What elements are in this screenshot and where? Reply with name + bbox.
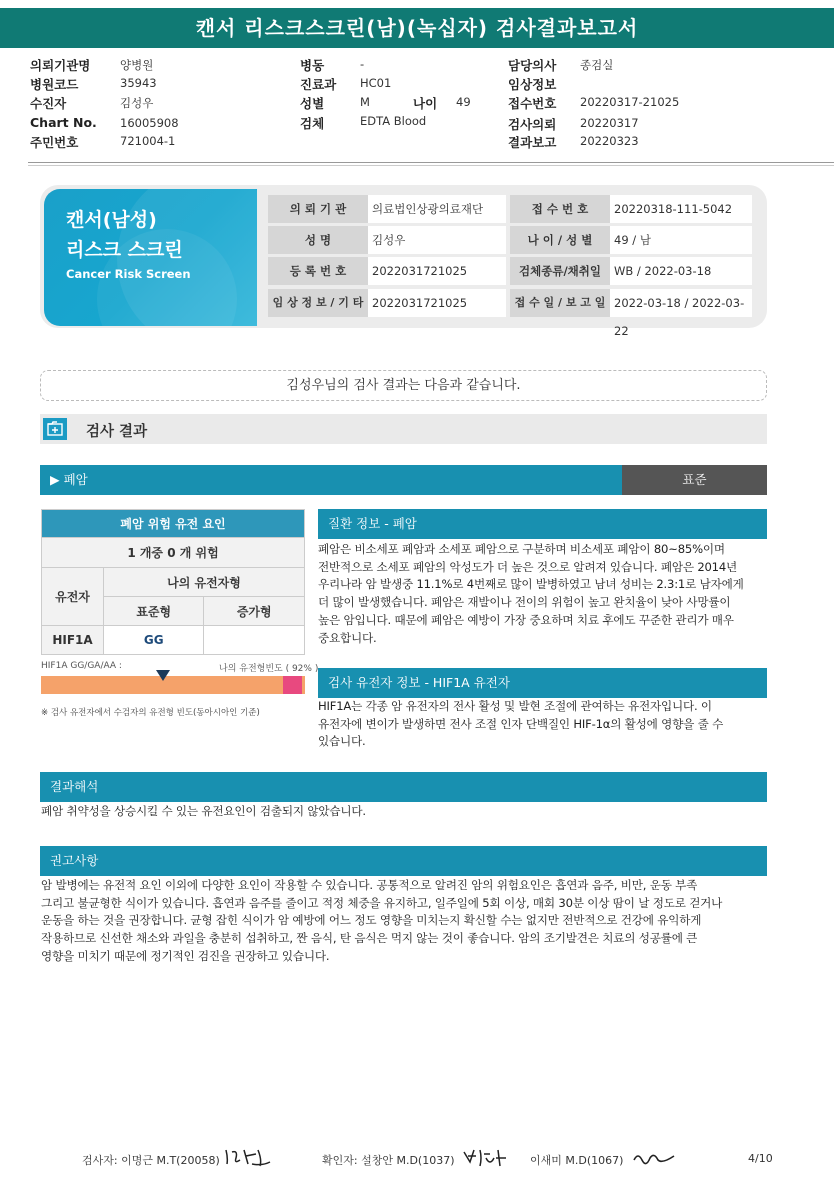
my-genotype-marker	[156, 670, 170, 681]
info-label: 임 상 정 보 / 기 타	[268, 289, 368, 317]
header-label: 주민번호	[30, 135, 79, 150]
risk-status-badge: 표준	[622, 465, 767, 495]
header-value: 종검실	[580, 58, 614, 72]
info-label: 등 록 번 호	[268, 257, 368, 285]
gene-info-title: 검사 유전자 정보 - HIF1A 유전자	[318, 668, 767, 698]
recommendation-text	[41, 877, 767, 966]
header-value: 721004-1	[120, 134, 176, 148]
greeting-message: 김성우님의 검사 결과는 다음과 같습니다.	[40, 370, 767, 401]
column-header: 증가형	[204, 597, 305, 626]
gene-info-text	[318, 698, 770, 751]
header-value: HC01	[360, 76, 392, 90]
info-label: 접 수 번 호	[510, 195, 610, 223]
info-label: 성 명	[268, 226, 368, 254]
text-line: HIF1A는 각종 암 유전자의 전사 활성 및 발현 조절에 관여하는 유전자입니다. 이	[318, 699, 712, 713]
header-label: 검사의뢰	[508, 117, 557, 132]
section-title: 검사 결과	[86, 424, 148, 440]
test-name-line2: 리스크 스크린	[66, 239, 183, 261]
text-line: 영향을 미치기 때문에 정기적인 검진을 권장하고 있습니다.	[41, 948, 330, 963]
confirmer-name: 확인자: 설창안 M.D(1037)	[322, 1154, 455, 1167]
test-name-en: Cancer Risk Screen	[66, 267, 191, 281]
header-value: M	[360, 95, 370, 109]
confirmer-signature	[460, 1144, 510, 1170]
header-value: 양병원	[120, 58, 154, 72]
info-value: 2022031721025	[368, 289, 506, 317]
text-line: 유전자에 변이가 발생하면 전사 조절 인자 단백질인 HIF-1α의 활성에 영향을 줄 수	[318, 716, 724, 731]
cancer-type-bar: ▶ 폐암	[40, 465, 622, 495]
header-value: 20220317	[580, 116, 639, 130]
frequency-bar	[41, 676, 305, 694]
section-header	[40, 414, 767, 444]
test-name-panel	[44, 189, 257, 326]
column-header: 유전자	[42, 568, 104, 626]
text-line: 중요합니다.	[318, 630, 377, 645]
text-line: 우리나라 암 발생중 11.1%로 4번째로 많이 발병하였고 남녀 성비는 2.3:1로 남자에게	[318, 577, 744, 592]
recommendation-title: 권고사항	[40, 846, 767, 876]
text-line: 운동을 하는 것을 권장합니다. 균형 잡힌 식이가 암 예방에 어느 정도 영향을 미치는지 확신할 수는 없지만 전반적으로 건강에 유익하게	[41, 913, 702, 928]
header-label: Chart No.	[30, 115, 97, 130]
header-value: 35943	[120, 76, 157, 90]
text-line: 폐암은 비소세포 폐암과 소세포 폐암으로 구분하며 비소세포 폐암이 80~85%이며	[318, 542, 725, 556]
header-value: 20220323	[580, 134, 639, 148]
info-value: 의료법인상광의료재단	[368, 195, 506, 223]
text-line: 있습니다.	[318, 734, 366, 749]
text-line: 높은 암입니다. 때문에 폐암은 예방이 가장 중요하며 치료 후에도 꾸준한 관리가 매우	[318, 612, 734, 627]
header-label: 접수번호	[508, 96, 557, 111]
header-label: 수진자	[30, 96, 67, 111]
test-name-line1: 캔서(남성)	[66, 209, 157, 231]
test-name-ko	[66, 205, 183, 265]
header-label: 의뢰기관명	[30, 58, 91, 73]
text-line: 암 발병에는 유전적 요인 이외에 다양한 요인이 작용할 수 있습니다. 공통적으로 알려진 암의 위험요인은 흡연과 음주, 비만, 운동 부족	[41, 878, 698, 892]
header-label: 담당의사	[508, 58, 557, 73]
info-value: 김성우	[368, 226, 506, 254]
header-label: 임상정보	[508, 77, 557, 92]
header-label: 성별	[300, 96, 325, 111]
disease-info-text	[318, 541, 770, 647]
confirmer2-signature	[632, 1144, 676, 1170]
header-divider	[28, 165, 834, 166]
interpretation-title: 결과해석	[40, 772, 767, 802]
risk-summary: 1 개중 0 개 위험	[42, 538, 305, 568]
info-value: 49 / 남	[610, 226, 752, 254]
text-line: 작용하므로 신선한 채소와 과일을 충분히 섭취하고, 짠 음식, 탄 음식은 먹지 않는 것이 좋습니다. 암의 조기발견은 치료의 성공률에 큰	[41, 931, 698, 946]
header-label: 나이	[413, 96, 438, 111]
info-value: 20220318-111-5042	[610, 195, 752, 223]
info-label: 의 뢰 기 관	[268, 195, 368, 223]
table-header: 폐암 위험 유전 요인	[42, 510, 305, 538]
my-frequency-label: 나의 유전형빈도 ( 92% )	[219, 664, 319, 674]
text-line: 그리고 불균형한 식이가 있습니다. 흡연과 음주를 줄이고 적정 체중을 유지하고, 일주일에 5회 이상, 매회 30분 이상 땀이 날 정도로 걷거나	[41, 895, 723, 910]
tester-name: 검사자: 이명근 M.T(20058)	[82, 1154, 220, 1167]
genotype-increased	[204, 626, 305, 655]
header-value: 김성우	[120, 96, 154, 110]
header-divider	[28, 162, 834, 163]
column-header: 나의 유전자형	[104, 568, 305, 597]
header-value: 20220317-21025	[580, 95, 680, 109]
text-line: 더 많이 발생했습니다. 폐암은 재발이나 전이의 위험이 높고 완치율이 낮아 사망률이	[318, 595, 731, 610]
info-label: 검체종류/채취일	[510, 257, 610, 285]
interpretation-text: 폐암 취약성을 상승시킬 수 있는 유전요인이 검출되지 않았습니다.	[41, 804, 366, 818]
disease-info-title: 질환 정보 - 폐암	[318, 509, 767, 539]
header-label: 진료과	[300, 77, 337, 92]
gene-name: HIF1A	[42, 626, 104, 655]
info-label: 접 수 일 / 보 고 일	[510, 289, 610, 317]
confirmer2-name: 이새미 M.D(1067)	[530, 1154, 624, 1167]
header-value: -	[360, 57, 365, 71]
info-value: 2022031721025	[368, 257, 506, 285]
header-label: 병동	[300, 58, 325, 73]
results-folder-icon	[43, 418, 67, 440]
header-label: 검체	[300, 116, 325, 131]
header-value: 49	[456, 95, 471, 109]
info-value: 2022-03-18 / 2022-03-22	[610, 289, 752, 317]
genotype-standard: GG	[104, 626, 204, 655]
header-value: EDTA Blood	[360, 114, 427, 128]
report-title: 캔서 리스크스크린(남)(녹십자) 검사결과보고서	[0, 8, 834, 48]
header-label: 병원코드	[30, 77, 79, 92]
text-line: 전반적으로 소세포 폐암의 악성도가 더 높은 것으로 알려져 있습니다. 폐암은 2014년	[318, 559, 738, 574]
info-value: WB / 2022-03-18	[610, 257, 752, 285]
page-number: 4/10	[748, 1152, 773, 1165]
header-label: 결과보고	[508, 135, 557, 150]
frequency-label: HIF1A GG/GA/AA :	[41, 661, 122, 671]
frequency-note: ※ 검사 유전자에서 수검자의 유전형 빈도(동아시아인 기준)	[41, 708, 260, 718]
column-header: 표준형	[104, 597, 204, 626]
header-value: 16005908	[120, 116, 179, 130]
info-label: 나 이 / 성 별	[510, 226, 610, 254]
tester-signature	[222, 1144, 272, 1170]
frequency-bar-segment	[283, 676, 302, 694]
gene-risk-table	[41, 509, 305, 655]
table-row	[42, 626, 305, 655]
